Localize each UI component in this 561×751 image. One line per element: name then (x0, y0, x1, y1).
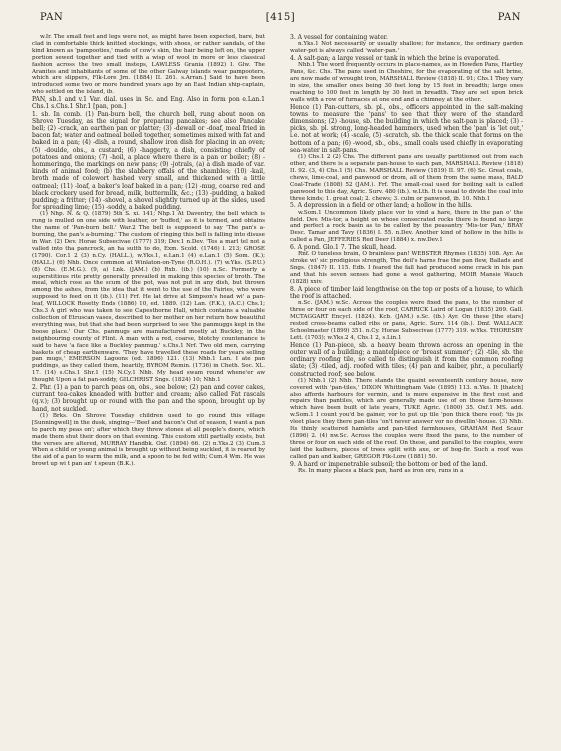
page-number: [415] (265, 12, 296, 23)
citation-paragraph: Rnf. O tuneless brain, O brainless pan! WEBSTER Rhymes (1835) 108. Ayr. Ae stroke wi' sic prodigious strength, The deil's harns frae the pan flew, Ballads and Sngs. (1847) II. 115. Edb. I feared the fall had produced some crack in his pan and that his seven senses had gone a wool gathering, MOIR Mansie Wauch (1828) xxiv. (290, 251, 523, 285)
header-right-word: PAN (497, 12, 521, 23)
definition-paragraph: 8. A piece of timber laid lengthwise on the top or posts of a house, to which the roof is attached. (290, 285, 523, 301)
citation-paragraph: Nhb.1 The word frequently occurs in place-names, as in Howden Pans, Hartley Pans, &c. Chs. The pans used in Cheshire, for the evaporating of the salt brine, are now made of wrought iron, MARSHALL Review (1818) II. 91; Chs.1 They vary in size, the smaller ones being 30 feet long by 15 feet in breadth; large ones reaching to 100 feet in length by 30 feet in breadth. They are set upon brick walls with a row of furnaces at one end and a chimney at the other. (290, 62, 523, 103)
definition-paragraph: Hence (1) Pan-cutters, sb. pl., obs., officers appointed in the salt-making towns to measure the 'pans' to see that they were of the standard dimensions; (2) -house, sb. the building in which the salt-pan is placed; (3) -picks, sb. pl. strong, long-headed hammers, used when the 'pan' is 'let out,' i.e. not at work; (4) -scale, (5) -scratch, sb. the thick scale that forms on the bottom of a pan; (6) -wood, sb., obs., small coals used chiefly in evaporating sea-water in salt-pans. (290, 103, 523, 154)
citation-paragraph: (1) Nhb.1 (2) Nhb. There stands the quaint seventeenth century house, now covered with 'pan-tiles,' DIXON Whittingham Vale (1895) 113. n.Yks. It [thatch] also affords harbours for vermin, and is more expensive in the first cost and repairs than pantiles, which are generally made use of on those farm-houses which have been built of late years, TUKE Agric. (1800) 35. Oxf.1 MS. add. w.Som.1 I count you'd be gainer, vor to put up tile 'pon thick there roof; 'tis jis vleet place they there pan-tiles 'on't never answer vor no dwellin'-house. (3) Nhb. Its thinly scattered hamlets and pan-tiled farmhouses, GRAHAM Red Scaur (1896) 2. (4) nw.Sc. Across the couples were fixed the pans, to the number of three or four on each side of the roof. On these, and parallel to the couples, were laid the kaibers, pieces of trees split with axe, or of bog-fir. Such a roof was called pan and kaiber, GREGOR Flk-Lore (1881) 50. (290, 377, 523, 460)
citation-paragraph: w.Som.1 Uncommon likely place vor to vind a hare, there in the pan o' the field. Dev. Mis-tor, a height on whose consecrated rocks there is found no large and perfect a rock basin as to be called by the peasantry 'Mis-tor Pan,' BRAY Desc. Tamar and Tavy (1836) I. 55. n.Dev. Another kind of hollow in the hills is called a Pan, JEFFERIES Red Deer (1884) x. nw.Dev.1 (290, 209, 523, 244)
citation-paragraph: w.Ir. The small feet and legs were not, as might have been expected, bare, but clad in comfortable thick knitted stockings, with shoes, or rather sandals, of the kind known as 'pampooties,' made of cow's skin, the hair being left on, the upper portion sewed together and tied with a wisp of wool in more or less classical fashion across the two small insteps, LAWLESS Grania (1892) I. Glw. The Aranites and inhabitants of some of the other Galway islands wear pampooters, which are slippers, Flk-Lore Jrn. (1884) II. 261. s.Arran.] Said to have been introduced some two or more hundred years ago by an East Indian ship-captain, who settled on the island, ib. (32, 34, 265, 96)
citation-paragraph: n.Sc. (JAM.) w.Sc. Across the couples were fixed the pans, to the number of three or four on each side of the roof, CARRICK Laird of Logan (1835) 269. Gall. MCTAGGART Encycl. (1824). Kcb. (JAM.) s.Sc. (ib.) Ayr. On these [the stars] rested cross-beams called ribs or pans, Agric. Surv. 114 (ib.). Dmf. WALLACE Schoolmaster (1899) 351. n.Cy. Horae Subsecivae (1777) 319. w.Yks. THORESBY Lett. (1703); w.Yks.2 4, Chs.1 2, s.Lin.1 (290, 300, 523, 341)
page-header (40, 12, 521, 26)
definition-paragraph: 5. A depression in a field or other land; a hollow in the hills. (290, 202, 473, 210)
citation-paragraph: n.Yks.1 Not necessarily or usually shallow; for instance, the ordinary garden water-pot is always called 'water-pan.' (290, 41, 523, 55)
definition-paragraph: 3. A vessel for containing water. (290, 34, 388, 41)
header-left-word: PAN (40, 12, 64, 23)
citation-paragraph: Rs. In many places a black pan, hard as iron ore, runs in a (298, 467, 464, 474)
definition-paragraph: 6. A pond. Glo.1 7. The skull, head. (290, 244, 397, 252)
definition-paragraph: PAN, sb.1 and v.1 Var. dial. uses in Sc. and Eng. Also in form pon e.Lan.1 Chs.1 s.Chs.1 Shr.1 [pan, pon.] (32, 96, 265, 111)
left-column (32, 34, 265, 740)
definition-paragraph: 2. Phr. (1) a pan to parch peas on, obs., see below; (2) pan and cover cakes, currant tea-cakes kneaded with butter and cream; also called Fat rascals (q.v.); (3) brought up or round with the pan and the spoon, brought up by hand, not suckled. (32, 384, 265, 413)
citation-paragraph: (1) Nhp. N. & Q. (1879) 5th S. xi. 141; Nhp.1 At Daventry, the bell which is rung is mulled on one side with leather, or 'buffed,' as it is termed, and obtains the name of 'Pan-burn bell.' War.2 The bell is supposed to say 'The pan's a-burning, the pan's a-burning.' The custom of ringing this bell is falling into disuse in War. (2) Dev. Horae Subsecivae (1777) 319; Dev.1 n.Dev. 'Tes a marl tel not a valled into tha pancrock, an ha sutth to do, Exm. Scold. (1746) l. 213; GROSE (1790). Cor.1 2 (3) n.Cy. (HALL.), w.Yks.1, e.Lan.1 (4) e.Lan.1 (5) Som. (K.); (HALL.) (6) Nhb. Once common at Winlaton-on-Tyne (R.O.H.). (7) w.Yks. (S.P.U.) (8) Chs. (E.M.G.). (9, a) Lnk. (JAM.) (b) Rxb. (ib.) (10) n.Sc. Formerly a superstitious rite pretty generally prevailed in making this species of broth. The meal, which rose as the scum of the pot, was not put in any dish, but thrown among the ashes, from the idea that it went to the use of the Fairies, who were supposed to feed on it (ib.). (11) Frf. He lat drive at Simpson's head wi' a pan-leaf, WILLOCK Rosetty Ends (1886) 10, ed. 1889. (12) Lan. (F.K.), (A.C.) Chs.1; Chs.3 A girl who was taken to see Capesthorne Hall, which contains a valuable collection of Etruscan vases, described to her mother on her return how beautiful everything was, but that she had been surprised to see 'the panmuggs kept in the boose place.' Our Chs. panmugs are manufactured mostly at Buckley, in the neighbouring county of Flint. A man with a red, coarse, blotchy countenance is said to have 'a face like a Buckley panmug.' s.Chs.1 Nrf. Two old men, carrying baskets of cheap earthenware. 'They have travelled these roads for years selling pan mugs,' EMERSON Lagoons (ed. 1896) 121. (13) Nhb.1 Lan. I ate pan puddings, as they called them, heartily, BYROM Remin. (1736) in Cheth. Soc. XL. 17. (14) s.Chs.1 Shr.1 (15) N.Cy.1 Nhb. My head swam round whene'er aw thought Upon a fat pan-soddy, GILCHRIST Sngs. (1824) 10; Nhb.1 (32, 211, 265, 384)
citation-paragraph: (1) Brks. On Shrove Tuesday children used to go round this village [Sunningwell] in the dusk, singing—'Beef and bacon's Out of season, I want a pan to parch my peas on'; after which they threw stones at all people's doors, which made them shut their doors on that evening. This custom still partially exists, but the verses are altered, MURRAY Handbk. Oxf. (1894) 66. (2) n.Yks.2 (3) Cum.3 When a child or young animal is brought up without being suckled, it is reared by the aid of a pan to warm the milk, and a spoon to be fed with; Cum.4 Wm. He was browt up wi t pan an' t speun (B.K.). (32, 412, 265, 468)
definition-paragraph: 9. A hard or impenetrable subsoil; the bottom or bed of the land. (290, 460, 488, 468)
right-column (290, 34, 523, 740)
citation-paragraph: (1) Chs.1 2 (2) Chs. The different pans are usually partitioned out from each other, and there is a separate pan-house to each pan, MARSHALL Review (1818) II. 92. (3, 4) Chs.1 (5) Chs. MARSHALL Review (1819) II. 97. (6) Sc. Great coals, chews, lime-coal, and panwood or drom, all of them from the same mass, BALD Coal-Trade (1808) 52 (JAM.). Frf. The small-coal used for boiling salt is called panwood to this day, Agric. Surv. 480 (ib.). w.Lth. It is usual to divide the coal into three kinds; 1. great coal; 2. chews; 3. culm or panwood, ib. 10. Nhb.1 (290, 154, 523, 202)
definition-paragraph: Hence (1) Pan-piece, sb. a heavy beam thrown across an opening in the outer wall of a building; a mantelpiece or 'breast summer'; (2) -tile, sb. the ordinary roofing tile, so called to distinguish it from the common roofing slate; (3) -tiled, adj. roofed with tiles; (4) pan and kaiber, phr., a peculiarly constructed roof; see below. (290, 341, 523, 378)
definition-paragraph: 1. sb. In comb. (1) Pan-burn bell, the church bell, rung about noon on Shrove Tuesday, as the signal for preparing pancakes; see also Pancake bell; (2) -crack, an earthen pan or platter; (3) -dewall or -doaf, meal fried in bacon fat; water and oatmeal boiled together, sometimes mixed with fat and baked in a pan; (4) -dish, a round, shallow iron dish for placing in an oven; (5) -doulde, obs., a custard; (6) -haggerty, a dish, consisting chiefly of potatoes and onions; (7) -hoil, a place where there is a pan or boiler; (8) -hommeringa, the markings on new pans; (9) -jotrals, (a) a dish made of var. kinds of animal food; (b) the slabbery offals of the shambles; (10) -kail, broth made of colewort hashed very small, and thickened with a little oatmeal; (11) -loaf, a baker's loaf baked in a pan; (12) -mug, coarse red and black crockery used for bread, milk, buttermilk, &c.; (13) -pudding, a baked pudding; a fritter; (14) -shovel, a shovel slightly turned up at the sides, used for spreading lime; (15) -soddy, a baked pudding. (32, 110, 265, 212)
definition-paragraph: 4. A salt-pan; a large vessel or tank in which the brine is evaporated. (290, 55, 500, 63)
